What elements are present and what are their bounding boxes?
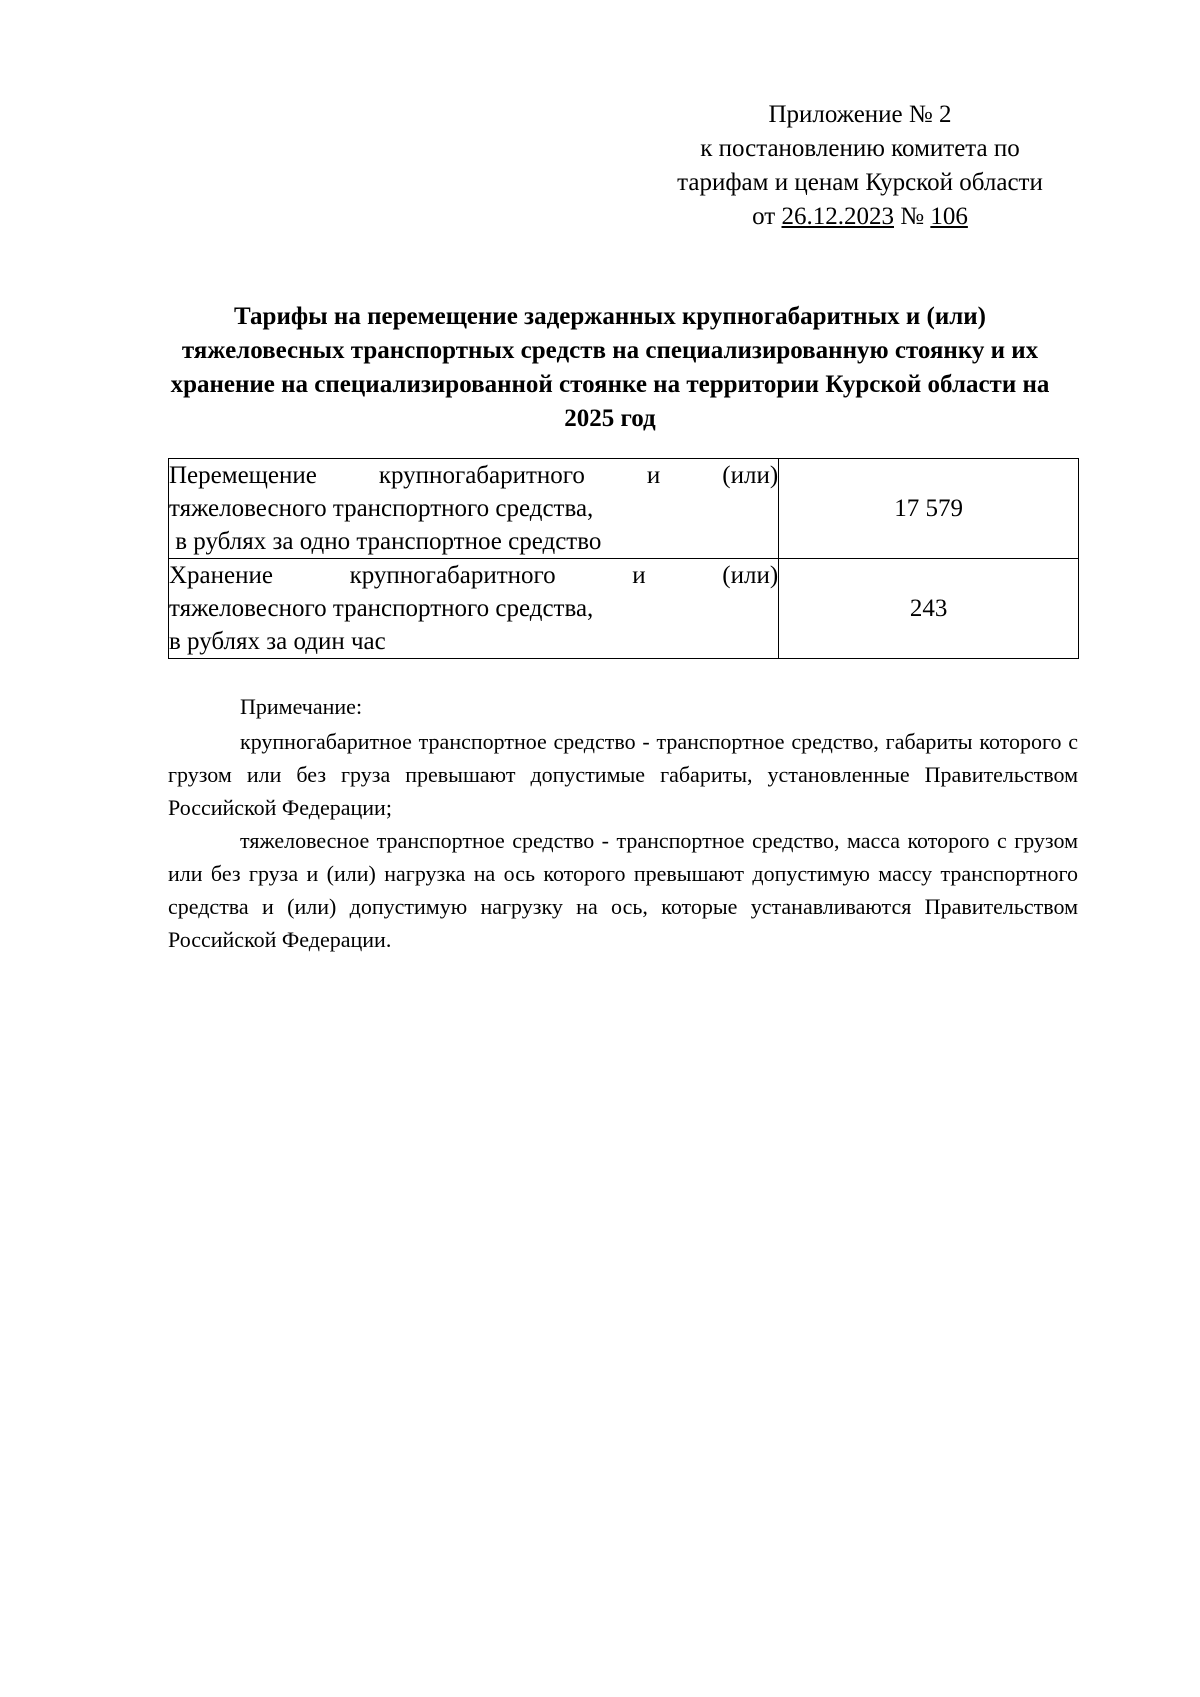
- tariff-table: [168, 458, 1079, 659]
- appendix-line-1: Приложение № 2: [768, 101, 952, 128]
- note-paragraph: тяжеловесное транспортное средство - транспортное средство, масса которого с грузом или без груза и (или) нагрузка на ось которого превышают допустимую массу транспортного средства и (или) допустимую нагрузку на ось, которые устанавливаются Правительством Российской Федерации.: [168, 828, 1078, 952]
- resolution-number: 106: [930, 203, 968, 230]
- note-section: [168, 690, 1078, 956]
- tariff-description-line: в рублях за один час: [169, 628, 386, 655]
- tariff-description-line: Хранение крупногабаритного и (или): [169, 562, 779, 589]
- document-title: Тарифы на перемещение задержанных крупногабаритных и (или) тяжеловесных транспортных средств на специализированную стоянку и их хранение на специализированной стоянке на территории Курской области на 2025 год: [170, 303, 1050, 432]
- appendix-line-2: к постановлению комитета по: [700, 135, 1020, 162]
- tariff-description-line: тяжеловесного транспортного средства,: [169, 595, 594, 622]
- tariff-value: 243: [779, 559, 1079, 659]
- date-prefix: от: [752, 203, 782, 230]
- tariff-description: [169, 459, 779, 559]
- resolution-date: 26.12.2023: [781, 203, 894, 230]
- tariff-description-line: Перемещение крупногабаритного и (или): [169, 462, 779, 489]
- appendix-line-3: тарифам и ценам Курской области: [677, 169, 1043, 196]
- tariff-description-line: в рублях за одно транспортное средство: [169, 528, 602, 555]
- number-prefix: №: [894, 203, 931, 230]
- table-row: [169, 459, 1079, 559]
- table-row: [169, 559, 1079, 659]
- note-heading: Примечание:: [240, 694, 363, 719]
- tariff-value: 17 579: [779, 459, 1079, 559]
- tariff-description-line: тяжеловесного транспортного средства,: [169, 495, 594, 522]
- note-paragraph: крупногабаритное транспортное средство - транспортное средство, габариты которого с грузом или без груза превышают допустимые габариты, установленные Правительством Российской Федерации;: [168, 729, 1078, 820]
- tariff-description: [169, 559, 779, 659]
- appendix-header: [640, 98, 1080, 234]
- appendix-date-line: [640, 200, 1080, 234]
